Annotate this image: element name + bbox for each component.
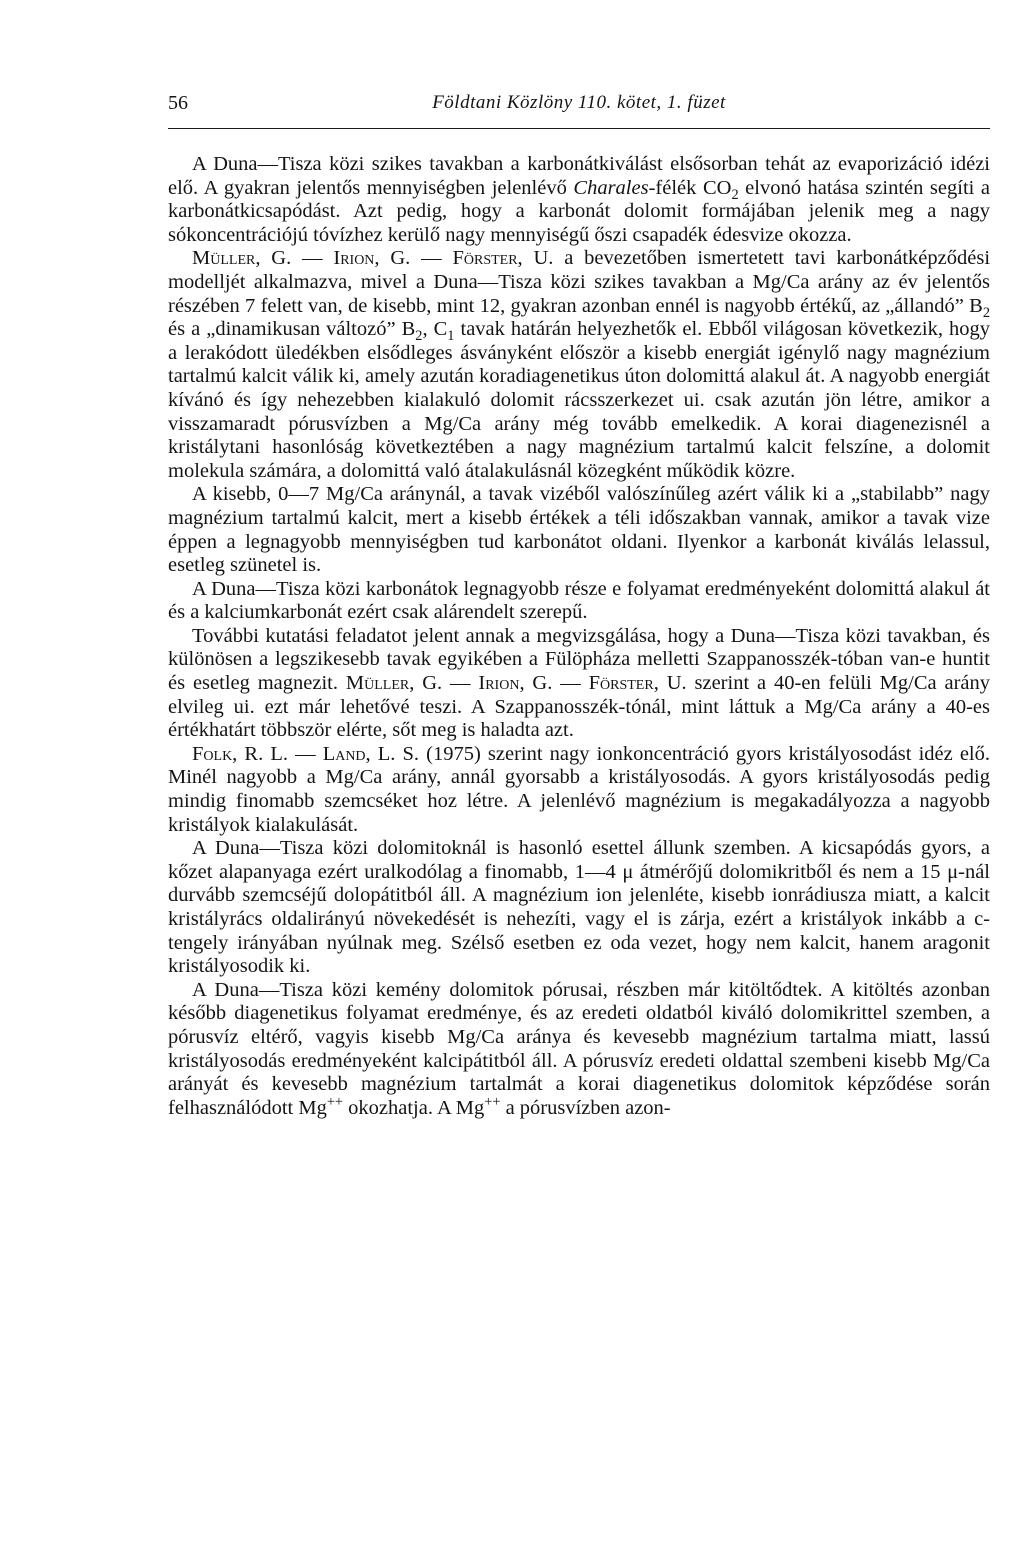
author-name: Irion, G. — [478, 672, 553, 695]
superscript: ++ — [326, 1093, 344, 1110]
text-segment: A Duna—Tisza közi szikes tavakban a karbonátkiválást elsősorban tehát az evaporizáció idézi elő. A gyakran jelentős mennyiségben jelenlévő — [168, 153, 990, 199]
text-segment: Charales — [573, 176, 649, 199]
author-name: Irion, G. — [333, 247, 411, 270]
text-segment: és a „dinamikusan változó” B — [168, 318, 416, 341]
body-text — [168, 153, 990, 1120]
text-segment: okozhatja. A Mg — [343, 1096, 485, 1119]
text-segment: tavak határán helyezhetők el. Ebből világosan következik, hogy a lerakódott üledékben elsődleges ásványként először a kisebb energiát igénylő nagy magnézium tartalmú kalcit válik ki, amely azután koradiagenetikus úton dolomittá alakul át. A nagyobb energiát kívánó és így nehezebben kialakuló dolomit rácsszerkezet ui. csak azután jön létre, amikor a visszamaradt pórusvízben a Mg/Ca arány még tovább emelkedik. A korai diagenezisnél a kristálytani hasonlóság következtében a nagy magnézium tartalmú kalcit felszíne, a dolomit molekula számára, a dolomittá való átalakulásnál közegként működik közre. — [168, 318, 990, 482]
text-segment: (1975) szerint nagy ionkoncentráció gyors kristályosodást idéz elő. Minél nagyobb a Mg/Ca arány, annál gyorsabb a kristályosodás. A gyors kristályosodás pedig mindig finomabb szemcséket hoz létre. A jelenlévő magnézium is megakadályozza a nagyobb kristályok kialakulását. — [168, 742, 990, 836]
paragraph — [168, 578, 990, 625]
text-segment: — — [410, 247, 453, 270]
text-segment: szerint a 40-en felüli Mg/Ca arány elvileg ui. ezt már lehetővé teszi. A Szappanosszék-tónál, mint láttuk a Mg/Ca arány a 40-es értékhatárt többször elérte, sőt meg is haladta azt. — [168, 672, 991, 742]
subscript: 2 — [731, 186, 739, 203]
paragraph — [168, 743, 990, 837]
text-segment: A Duna—Tisza közi kemény dolomitok pórusai, részben már kitöltődtek. A kitöltés azonban később diagenetikus folyamat eredménye, és az eredeti oldatból kiváló dolomikrittel szemben, a pórusvíz eltérő, vagyis kisebb Mg/Ca aránya és kevesebb magnézium tartalma miatt, lassú kristályosodás eredményeként kalcipátitból áll. A pórusvíz eredeti oldattal szembeni kisebb Mg/Ca arányát és kevesebb magnézium tartalmát a korai diagenetikus dolomitok képződése során felhasználódott Mg — [168, 978, 990, 1119]
paragraph — [168, 625, 990, 743]
running-header — [168, 88, 990, 129]
author-name: Förster, U. — [452, 247, 554, 270]
author-name: Müller, G. — [192, 247, 292, 270]
subscript: 2 — [982, 304, 990, 321]
subscript: 1 — [447, 328, 455, 345]
author-name: Land, L. S. — [322, 742, 420, 765]
paragraph — [168, 837, 990, 979]
text-segment: A Duna—Tisza közi dolomitoknál is hasonló esettel állunk szemben. A kicsapódás gyors, a kőzet alapanyaga ezért uralkodólag a finomabb, 1—4 μ átmérőjű dolomikritből és nem a 15 μ-nál durvább szemcséjű dolopátitból áll. A magnézium ion jelenléte, kisebb ionrádiusza miatt, a kalcit kristályrács oldalirányú növekedését is nehezíti, vagy el is zárja, ezért a kristályok inkább a c-tengely irányában nyúlnak meg. Szélső esetben ez oda vezet, hogy nem kalcit, hanem aragonit kristályosodik ki. — [168, 837, 990, 978]
text-segment: — — [442, 672, 479, 695]
author-name: Müller, G. — [345, 672, 443, 695]
text-segment: A Duna—Tisza közi karbonátok legnagyobb része e folyamat eredményeként dolomittá alakul át és a kalciumkarbonát ezért csak alárendelt szerepű. — [168, 577, 990, 624]
text-segment: — — [291, 247, 334, 270]
text-segment: — — [287, 742, 323, 765]
author-name: Folk, R. L. — [192, 742, 288, 765]
text-segment: , C — [422, 318, 448, 341]
paragraph — [168, 979, 990, 1121]
paragraph — [168, 483, 990, 577]
text-segment: További kutatási feladatot jelent annak a megvizsgálása, hogy a Duna—Tisza közi tavakban, és különösen a legszikesebb tavak egyikében a Fülöpháza melletti Szappanosszék-tóban van-e huntit és esetleg magnezit. — [168, 624, 990, 695]
text-segment: elvonó hatása szintén segíti a karbonátkicsapódást. Azt pedig, hogy a karbonát dolomit formájában jelenik meg a nagy sókoncentrációjú tóvízhez kerülő nagy mennyiségű őszi csapadék édesvize okozza. — [168, 176, 990, 246]
paragraph — [168, 153, 990, 247]
page-number: 56 — [168, 92, 188, 114]
text-segment: A kisebb, 0—7 Mg/Ca aránynál, a tavak vizéből valószínűleg azért válik ki a „stabilabb” nagy magnézium tartalmú kalcit, mert a kisebb értékek a téli időszakban vannak, amikor a tavak vize éppen a legnagyobb mennyiségben tud karbonátot oldani. Ilyenkor a karbonát kiválás lelassul, esetleg szünetel is. — [168, 483, 990, 577]
text-segment: a bevezetőben ismertetett tavi karbonátképződési modelljét alkalmazva, mivel a Duna—Tisza közi szikes tavakban a Mg/Ca arány az év jelentős részében 7 felett van, de kisebb, mint 12, gyakran azonban ennél is nagyobb értékű, az „állandó” B — [168, 247, 991, 317]
author-name: Förster, U. — [588, 672, 687, 695]
subscript: 2 — [415, 328, 423, 345]
document-page — [168, 88, 990, 1120]
text-segment: a pórusvízben azon- — [500, 1096, 671, 1119]
journal-title: Földtani Közlöny 110. kötet, 1. füzet — [432, 92, 726, 113]
text-segment: — — [552, 672, 589, 695]
text-segment: -félék CO — [648, 176, 732, 199]
superscript: ++ — [484, 1093, 501, 1110]
paragraph — [168, 247, 990, 483]
